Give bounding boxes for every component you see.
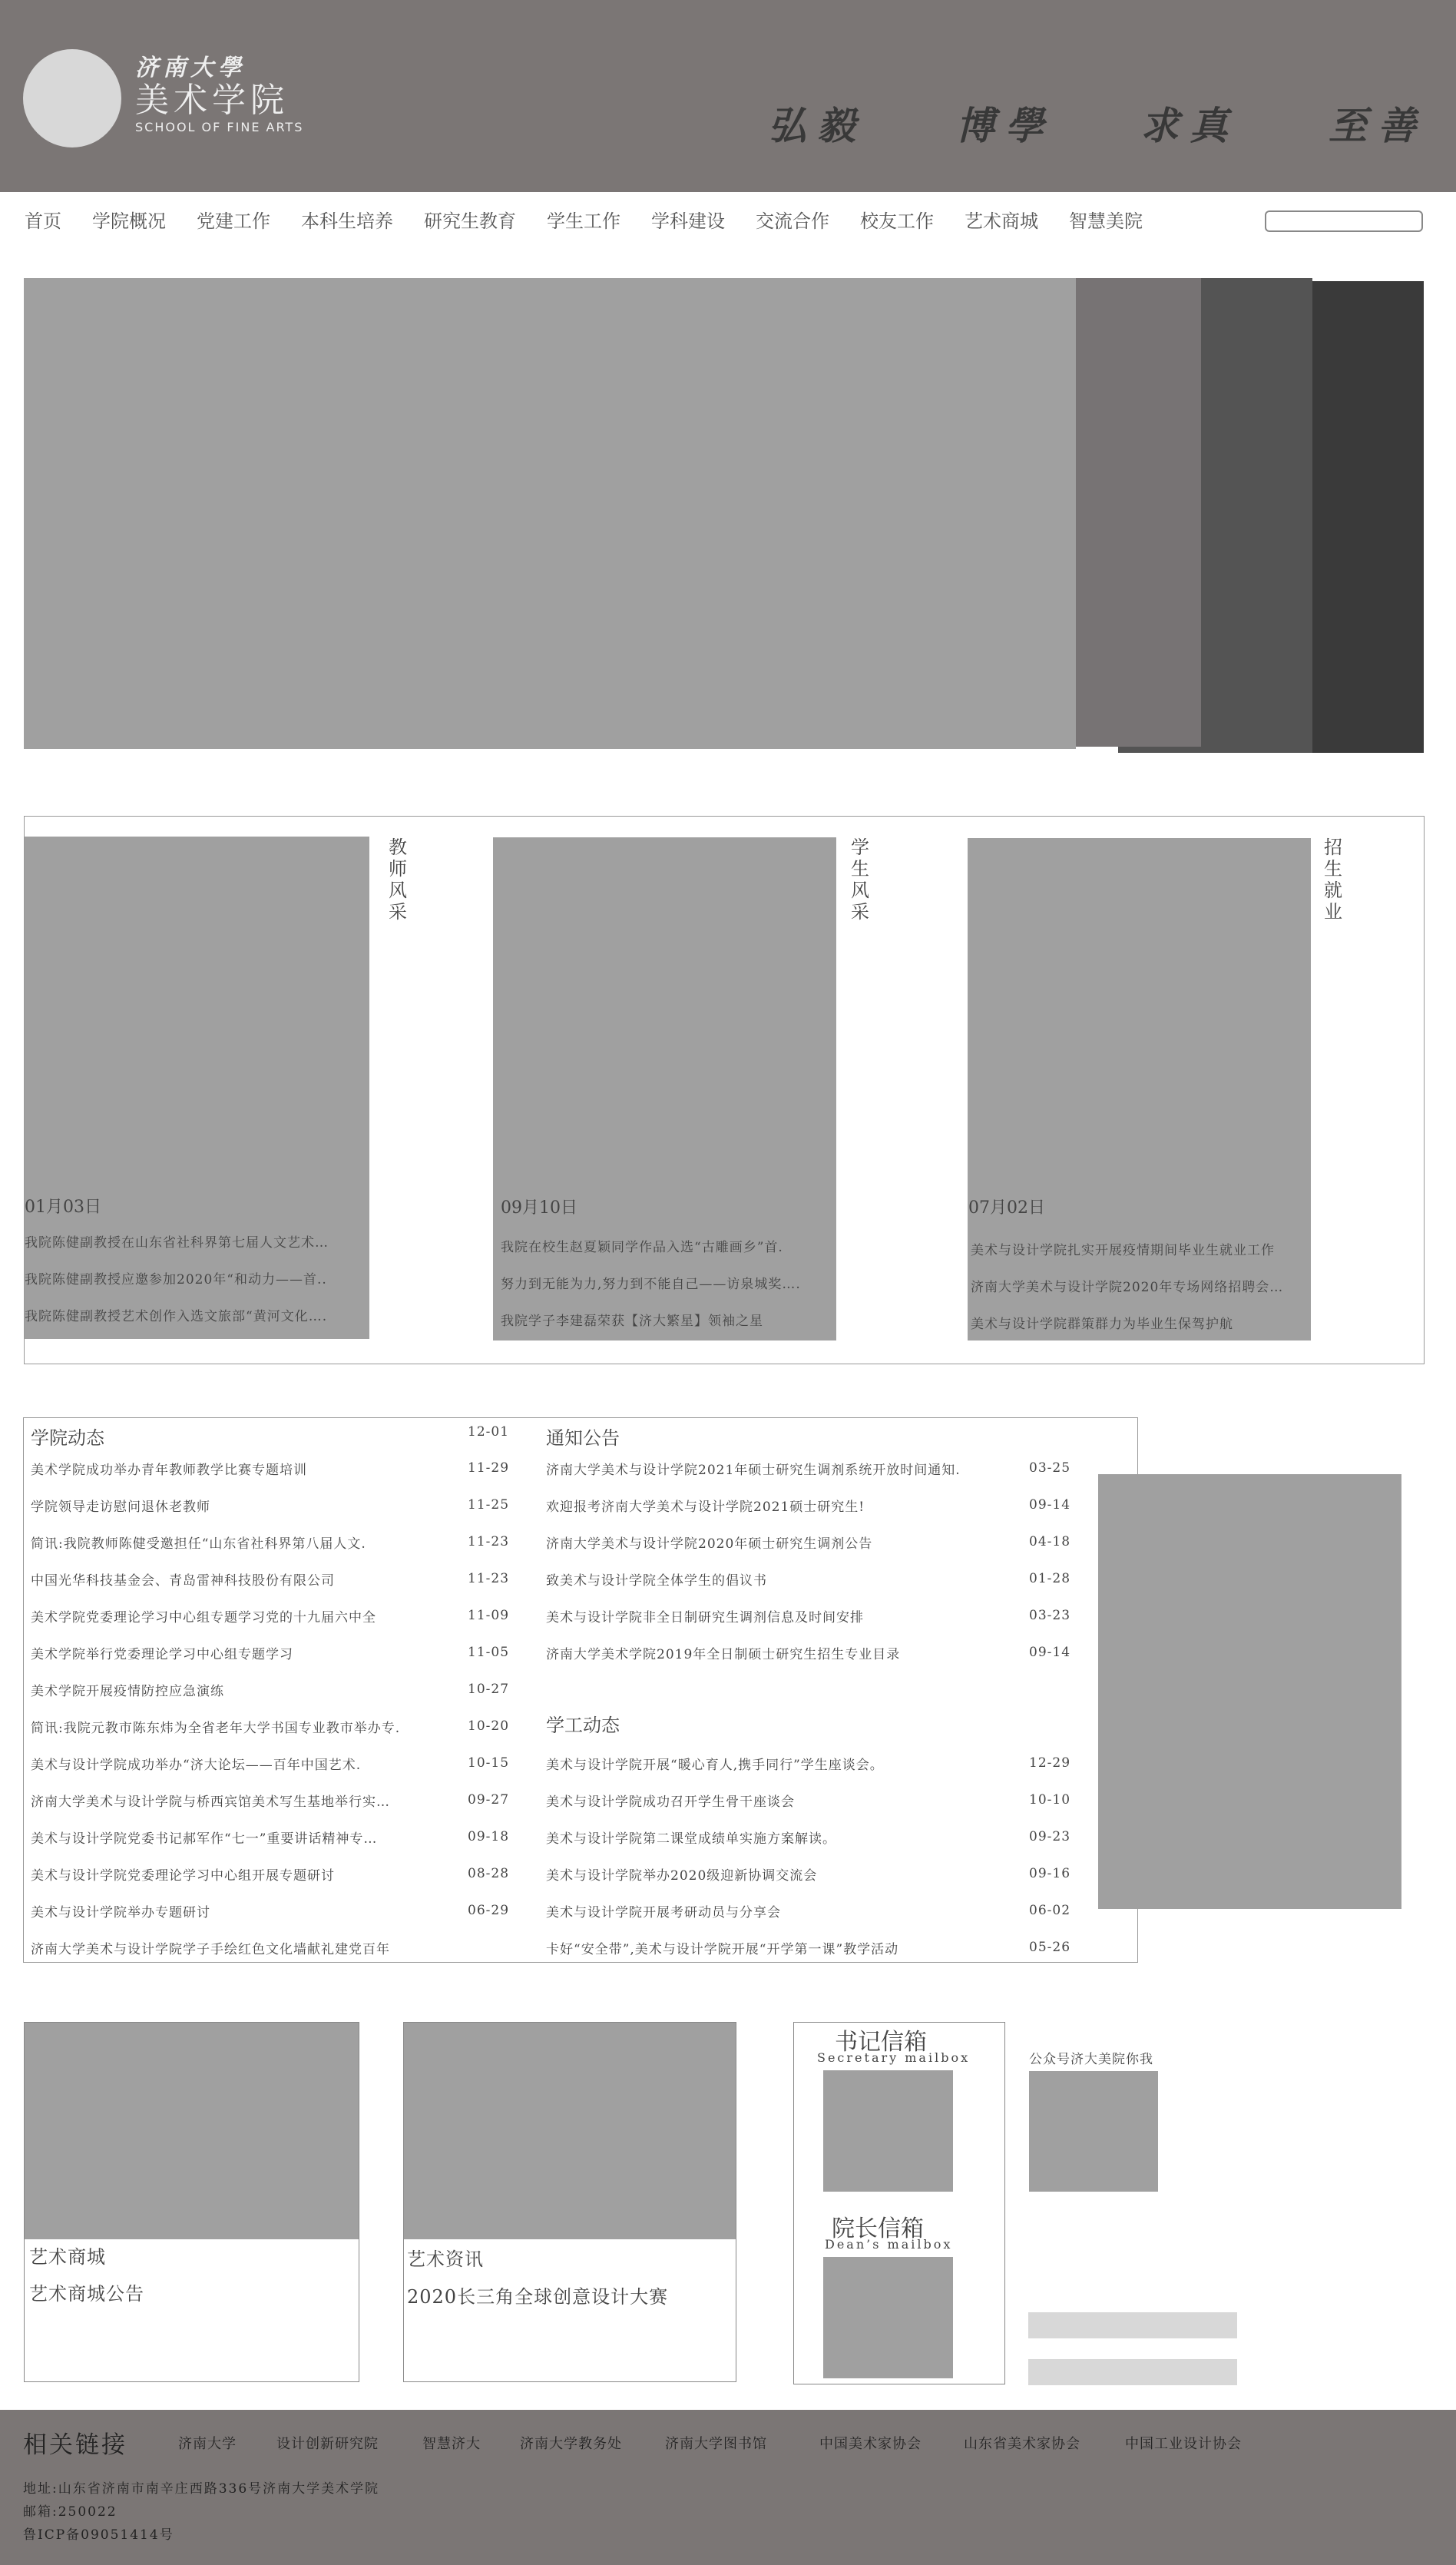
nav-item-overview[interactable]: 学院概况 [92,210,166,232]
art-news-image[interactable] [404,2023,736,2239]
feature-image-admissions[interactable] [968,838,1311,1340]
college-news-date: 11-23 [468,1571,510,1586]
footer-icp[interactable]: 鲁ICP备09051414号 [23,2527,174,2543]
college-news-date: 09-18 [468,1829,510,1844]
student-work-title[interactable]: 学工动态 [546,1715,620,1736]
feature-date: 07月02日 [968,1198,1045,1218]
banner-slide-3[interactable] [1201,278,1312,750]
news-section [23,1417,1138,1963]
art-mall-panel[interactable] [24,2022,359,2382]
nav-item-graduate[interactable]: 研究生教育 [424,210,516,232]
notice-date: 01-28 [1029,1571,1071,1586]
college-news-header-date: 12-01 [468,1424,510,1440]
logo-emblem-icon[interactable] [23,49,121,147]
nav-item-discipline[interactable]: 学科建设 [651,210,725,232]
footer-link[interactable]: 中国工业设计协会 [1125,2436,1242,2452]
motto-4: 至善 [1329,103,1427,148]
mailbox-panel [793,2022,1005,2384]
feature-title-students[interactable]: 学生风采 [851,837,869,923]
dean-mailbox-image[interactable] [823,2257,953,2378]
nav-item-student-work[interactable]: 学生工作 [547,210,620,232]
student-work-item[interactable]: 美术与设计学院成功召开学生骨干座谈会 [546,1795,795,1810]
logo-school-name: 美术学院 [135,81,289,120]
related-links-title: 相关链接 [23,2431,127,2459]
college-news-date: 10-15 [468,1755,510,1771]
main-nav [25,207,1173,235]
nav-item-exchange[interactable]: 交流合作 [756,210,829,232]
college-news-date: 11-29 [468,1460,510,1476]
feature-news-item[interactable]: 我院学子李建磊荣获【济大繁星】领袖之星 [501,1314,763,1329]
college-news-item[interactable]: 简讯:我院元教市陈东炜为全省老年大学书国专业教市举办专. [31,1721,401,1736]
college-news-date: 11-23 [468,1534,510,1549]
nav-item-undergrad[interactable]: 本科生培养 [301,210,393,232]
notice-date: 03-25 [1029,1460,1071,1476]
student-work-date: 12-29 [1029,1755,1071,1771]
feature-news-item[interactable]: 我院在校生赵夏颖同学作品入选“古雕画乡”首. [501,1240,783,1255]
student-work-item[interactable]: 美术与设计学院开展考研动员与分享会 [546,1905,781,1920]
footer-address: 地址:山东省济南市南辛庄西路336号济南大学美术学院 [23,2481,380,2497]
art-news-item[interactable]: 2020长三角全球创意设计大赛 [407,2286,669,2308]
college-news-item[interactable]: 学院领导走访慰问退休老教师 [31,1500,210,1515]
college-news-date: 10-27 [468,1682,510,1697]
student-work-date: 05-26 [1029,1940,1071,1955]
feature-news-item[interactable]: 我院陈健副教授应邀参加2020年“和动力——首.. [25,1272,327,1287]
notice-item[interactable]: 美术与设计学院非全日制研究生调剂信息及时间安排 [546,1610,864,1625]
banner-slide-1[interactable] [1076,278,1201,747]
college-news-date: 09-27 [468,1792,510,1808]
secretary-mailbox-title[interactable]: 书记信箱 [835,2029,927,2056]
nav-item-art-mall[interactable]: 艺术商城 [965,210,1038,232]
footer-link[interactable]: 设计创新研究院 [276,2436,379,2452]
college-news-date: 10-20 [468,1718,510,1734]
college-news-item[interactable]: 美术学院举行党委理论学习中心组专题学习 [31,1647,293,1662]
college-news-item[interactable]: 济南大学美术与设计学院与桥西宾馆美术写生基地举行实… [31,1795,390,1810]
notice-date: 04-18 [1029,1534,1071,1549]
banner-slide-4[interactable] [1312,281,1424,753]
footer-link[interactable]: 济南大学教务处 [520,2436,622,2452]
link-bar-1[interactable] [1028,2312,1237,2338]
dean-mailbox-title[interactable]: 院长信箱 [832,2215,924,2242]
college-news-item[interactable]: 美术与设计学院成功举办“济大论坛——百年中国艺术. [31,1758,362,1773]
footer-postcode: 邮箱:250022 [23,2504,117,2520]
notice-item[interactable]: 济南大学美术与设计学院2021年硕士研究生调剂系统开放时间通知. [546,1463,961,1478]
student-work-date: 10-10 [1029,1792,1071,1808]
student-work-item[interactable]: 美术与设计学院第二课堂成绩单实施方案解读。 [546,1831,836,1847]
feature-title-admissions[interactable]: 招生就业 [1324,837,1342,923]
logo-english-name: SCHOOL OF FINE ARTS [135,120,304,134]
college-news-item[interactable]: 济南大学美术与设计学院学子手绘红色文化墙献礼建党百年 [31,1942,390,1957]
footer-link[interactable]: 中国美术家协会 [819,2436,922,2452]
footer-link[interactable]: 山东省美术家协会 [964,2436,1080,2452]
college-news-date: 11-09 [468,1608,510,1623]
student-work-date: 09-16 [1029,1866,1071,1881]
notices-title[interactable]: 通知公告 [546,1427,620,1449]
feature-news-item[interactable]: 我院陈健副教授艺术创作入选文旅部“黄河文化…. [25,1309,328,1324]
notice-item[interactable]: 致美术与设计学院全体学生的倡议书 [546,1573,767,1589]
college-news-date: 06-29 [468,1903,510,1918]
logo-text[interactable] [135,55,303,135]
motto-1: 弘毅 [768,103,866,148]
feature-date: 01月03日 [25,1198,101,1217]
notice-date: 09-14 [1029,1497,1071,1513]
search-input[interactable] [1265,210,1423,232]
art-mall-image[interactable] [25,2023,359,2239]
feature-news-item[interactable]: 我院陈健副教授在山东省社科界第七届人文艺术… [25,1235,329,1251]
college-news-item[interactable]: 美术与设计学院党委理论学习中心组开展专题研讨 [31,1868,335,1884]
college-news-item[interactable]: 美术学院开展疫情防控应急演练 [31,1684,224,1699]
feature-news-item[interactable]: 努力到无能为力,努力到不能自己——访泉城奖…. [501,1277,801,1292]
notice-date: 03-23 [1029,1608,1071,1623]
art-news-panel[interactable] [403,2022,736,2382]
banner-slide-main[interactable] [24,278,1076,749]
nav-item-smart[interactable]: 智慧美院 [1069,210,1143,232]
feature-news-item[interactable]: 济南大学美术与设计学院2020年专场网络招聘会… [971,1280,1284,1295]
college-news-item[interactable]: 美术学院党委理论学习中心组专题学习党的十九届六中全 [31,1610,376,1625]
dean-mailbox-subtitle: Dean’s mailbox [825,2237,953,2252]
college-news-date: 08-28 [468,1866,510,1881]
footer-link[interactable]: 智慧济大 [422,2436,481,2452]
student-work-date: 06-02 [1029,1903,1071,1918]
feature-date: 09月10日 [501,1198,577,1218]
student-work-item[interactable]: 卡好“安全带”,美术与设计学院开展“开学第一课”教学活动 [546,1942,899,1957]
motto-3: 求真 [1140,103,1239,148]
college-news-item[interactable]: 简讯:我院教师陈健受邀担任“山东省社科界第八届人文. [31,1536,366,1552]
footer-link[interactable]: 济南大学图书馆 [665,2436,767,2452]
college-news-date: 11-05 [468,1645,510,1660]
logo-university-name: 济南大學 [135,55,246,81]
feature-title-teachers[interactable]: 教师风采 [389,837,407,923]
art-news-title[interactable]: 艺术资讯 [407,2249,484,2270]
secretary-mailbox-subtitle: Secretary mailbox [817,2050,971,2065]
side-promo-image[interactable] [1098,1474,1401,1909]
notice-item[interactable]: 欢迎报考济南大学美术与设计学院2021硕士研究生! [546,1500,865,1515]
art-mall-title[interactable]: 艺术商城 [29,2246,106,2268]
feature-image-students[interactable] [493,837,836,1340]
wechat-qr-code [1029,2071,1158,2192]
college-news-item[interactable]: 美术与设计学院举办专题研讨 [31,1905,210,1920]
art-mall-notice[interactable]: 艺术商城公告 [29,2283,144,2305]
nav-item-party[interactable]: 党建工作 [197,210,270,232]
student-work-item[interactable]: 美术与设计学院举办2020级迎新协调交流会 [546,1868,818,1884]
feature-section [24,816,1425,1364]
student-work-date: 09-23 [1029,1829,1071,1844]
motto-2: 博學 [956,103,1054,148]
college-news-item[interactable]: 美术与设计学院党委书记郝军作“七一”重要讲话精神专… [31,1831,378,1847]
wechat-label: 公众号济大美院你我 [1029,2052,1153,2067]
notice-item[interactable]: 济南大学美术学院2019年全日制硕士研究生招生专业目录 [546,1647,901,1662]
feature-news-item[interactable]: 美术与设计学院群策群力为毕业生保驾护航 [971,1317,1233,1332]
college-news-date: 11-25 [468,1497,510,1513]
nav-item-alumni[interactable]: 校友工作 [860,210,934,232]
motto-banner [768,95,1428,149]
feature-image-teachers[interactable] [25,837,369,1339]
student-work-item[interactable]: 美术与设计学院开展“暖心育人,携手同行”学生座谈会。 [546,1758,884,1773]
nav-item-home[interactable]: 首页 [25,210,61,232]
college-news-item[interactable]: 美术学院成功举办青年教师教学比赛专题培训 [31,1463,307,1478]
notice-item[interactable]: 济南大学美术与设计学院2020年硕士研究生调剂公告 [546,1536,873,1552]
college-news-item[interactable]: 中国光华科技基金会、青岛雷神科技股份有限公司 [31,1573,335,1589]
notice-date: 09-14 [1029,1645,1071,1660]
footer-link[interactable]: 济南大学 [178,2436,237,2452]
link-bar-2[interactable] [1028,2359,1237,2385]
feature-news-item[interactable]: 美术与设计学院扎实开展疫情期间毕业生就业工作 [971,1243,1275,1258]
secretary-mailbox-image[interactable] [823,2070,953,2192]
college-news-title[interactable]: 学院动态 [31,1427,104,1449]
